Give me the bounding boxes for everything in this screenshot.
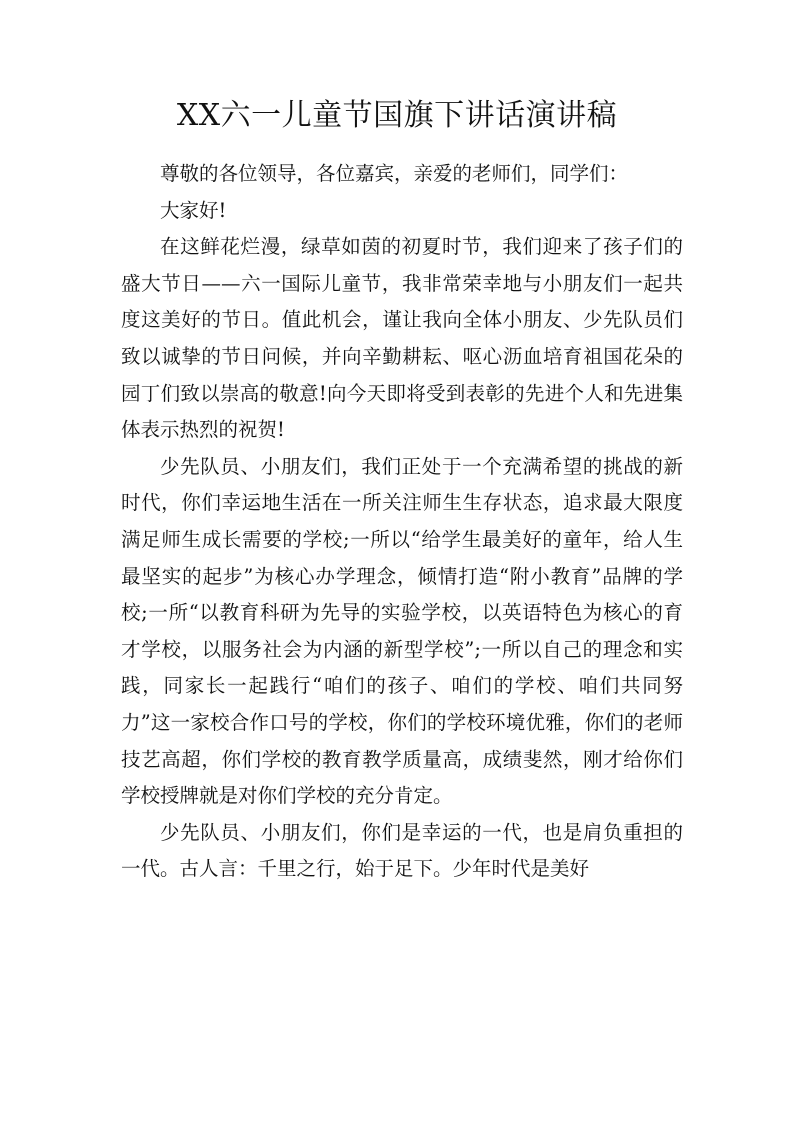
body-paragraph: 在这鲜花烂漫，绿草如茵的初夏时节，我们迎来了孩子们的盛大节日——六一国际儿童节，我非常荣幸地与小朋友们一起共度这美好的节日。值此机会，谨让我向全体小朋友、少先队员们致以诚挚的节日问候，并向辛勤耕耘、呕心沥血培育祖国花朵的园丁们致以崇高的敬意!向今天即将受到表彰的先进个人和先进集体表示热烈的祝贺! bbox=[121, 235, 683, 442]
body-paragraph: 少先队员、小朋友们，我们正处于一个充满希望的挑战的新时代，你们幸运地生活在一所关注师生生存状态，追求最大限度满足师生成长需要的学校;一所以“给学生最美好的童年，给人生最坚实的起步”为核心办学理念，倾情打造“附小教育”品牌的学校;一所“以教育科研为先导的实验学校，以英语特色为核心的育才学校，以服务社会为内涵的新型学校”;一所以自己的理念和实践，同家长一起践行“咱们的孩子、咱们的学校、咱们共同努力”这一家校合作口号的学校，你们的学校环境优雅，你们的老师技艺高超，你们学校的教育教学质量高，成绩斐然，刚才给你们学校授牌就是对你们学校的充分肯定。 bbox=[121, 454, 683, 808]
greeting-paragraph: 大家好! bbox=[160, 198, 227, 222]
salutation-paragraph: 尊敬的各位领导，各位嘉宾，亲爱的老师们，同学们： bbox=[160, 162, 629, 185]
document-body bbox=[121, 156, 683, 888]
document-title: XX六一儿童节国旗下讲话演讲稿 bbox=[176, 98, 618, 133]
body-paragraph: 少先队员、小朋友们，你们是幸运的一代，也是肩负重担的一代。古人言：千里之行，始于足下。少年时代是美好 bbox=[121, 820, 683, 881]
